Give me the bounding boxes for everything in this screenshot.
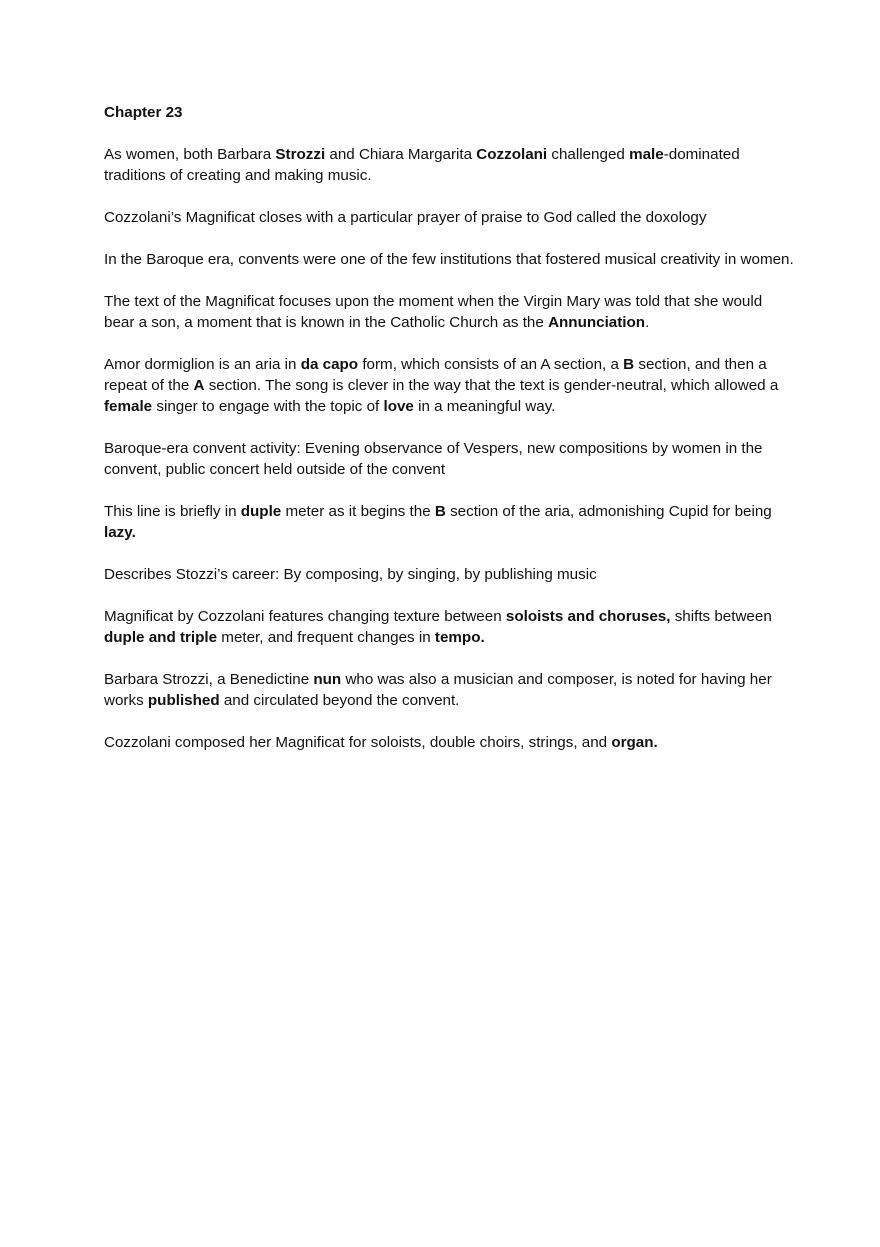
text-segment: -dominated traditions of creating and making music.: [104, 146, 740, 184]
text-segment: meter, and frequent changes in: [217, 629, 435, 646]
bold-term: organ.: [611, 734, 658, 751]
text-segment: form, which consists of an A section, a: [358, 356, 624, 373]
text-segment: and circulated beyond the convent.: [219, 692, 460, 709]
text-segment: challenged: [547, 146, 630, 163]
bold-term: tempo.: [434, 629, 485, 646]
text-segment: Cozzolani’s Magnificat closes with a particular prayer of praise to God called the doxology: [104, 209, 707, 226]
paragraph: [104, 669, 794, 711]
text-segment: Barbara Strozzi, a Benedictine: [104, 671, 314, 688]
text-segment: Amor dormiglion is an aria in: [104, 356, 301, 373]
text-segment: singer to engage with the topic of: [152, 398, 384, 415]
text-segment: section, and then a repeat of the: [104, 356, 767, 394]
paragraph: [104, 291, 794, 333]
text-segment: who was also a musician and composer, is noted for having her works: [104, 671, 772, 709]
bold-term: male: [629, 146, 664, 163]
text-segment: shifts between: [670, 608, 772, 625]
text-segment: Cozzolani composed her Magnificat for soloists, double choirs, strings, and: [104, 734, 612, 751]
paragraph: [104, 354, 794, 417]
text-segment: Magnificat by Cozzolani features changing texture between: [104, 608, 506, 625]
bold-term: A: [193, 377, 205, 394]
bold-term: B: [434, 503, 446, 520]
bold-term: female: [104, 398, 153, 415]
paragraph: [104, 438, 794, 480]
paragraph: [104, 606, 794, 648]
bold-term: da capo: [300, 356, 359, 373]
bold-term: Annunciation: [548, 314, 646, 331]
bold-term: Strozzi: [275, 146, 326, 163]
text-segment: .: [645, 314, 650, 331]
paragraph: [104, 249, 794, 270]
text-segment: and Chiara Margarita: [325, 146, 477, 163]
chapter-title: Chapter 23: [104, 104, 183, 121]
paragraph: [104, 564, 794, 585]
text-segment: The text of the Magnificat focuses upon the moment when the Virgin Mary was told that she would bear a son, a moment that is known in the Catholic Church as the: [104, 293, 763, 331]
bold-term: soloists and choruses,: [505, 608, 671, 625]
bold-term: published: [147, 692, 220, 709]
bold-term: B: [623, 356, 635, 373]
paragraph: [104, 144, 794, 186]
text-segment: As women, both Barbara: [104, 146, 276, 163]
text-segment: section. The song is clever in the way that the text is gender-neutral, which allowed a: [204, 377, 779, 394]
document-page: [104, 102, 794, 774]
text-segment: In the Baroque era, convents were one of the few institutions that fostered musical creativity in women.: [104, 251, 794, 268]
bold-term: lazy.: [104, 524, 136, 541]
paragraph: [104, 732, 794, 753]
bold-term: nun: [313, 671, 342, 688]
bold-term: duple and triple: [104, 629, 218, 646]
text-segment: meter as it begins the: [281, 503, 435, 520]
paragraph-list: [104, 144, 794, 753]
text-segment: Describes Stozzi’s career: By composing, by singing, by publishing music: [104, 566, 597, 583]
text-segment: section of the aria, admonishing Cupid for being: [445, 503, 772, 520]
paragraph: [104, 207, 794, 228]
bold-term: love: [383, 398, 414, 415]
text-segment: in a meaningful way.: [413, 398, 556, 415]
paragraph: [104, 501, 794, 543]
text-segment: This line is briefly in: [104, 503, 241, 520]
text-segment: Baroque-era convent activity: Evening observance of Vespers, new compositions by women in the convent, public concert held outside of the convent: [104, 440, 763, 478]
bold-term: Cozzolani: [476, 146, 548, 163]
bold-term: duple: [240, 503, 282, 520]
